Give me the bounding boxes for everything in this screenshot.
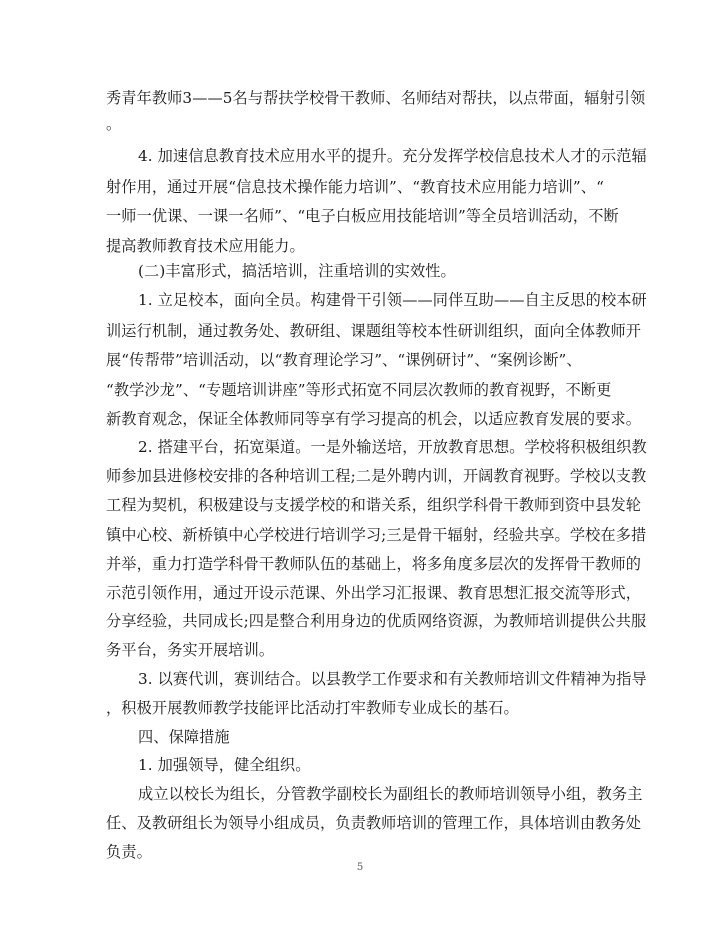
text-line: 1. 立足校本，面向全员。构建骨干引领——同伴互助——自主反思的校本研 xyxy=(138,291,647,309)
text-line: 务平台，务实开展培训。 xyxy=(106,641,275,659)
text-line: 秀青年教师3——5名与帮扶学校骨干教师、名师结对帮扶，以点带面，辐射引领 xyxy=(106,89,646,107)
text-line: 示范引领作用，通过开设示范课、外出学习汇报课、教育思想汇报交流等形式， xyxy=(106,584,642,602)
text-line: 展“传帮带”培训活动，以“教育理论学习”、“课例研讨”、“案例诊断”、 xyxy=(106,351,582,369)
subsection-heading: 1. 加强领导，健全组织。 xyxy=(138,756,311,774)
text-line: 新教育观念，保证全体教师同等享有学习提高的机会，以适应教育发展的要求。 xyxy=(106,410,642,428)
text-line: 。 xyxy=(106,115,122,133)
text-line: 3. 以赛代训，赛训结合。以县教学工作要求和有关教师培训文件精神为指导 xyxy=(138,670,647,688)
text-line: 射作用，通过开展“信息技术操作能力培训”、“教育技术应用能力培训”、“ xyxy=(106,178,604,196)
text-line: 并举，重力打造学科骨干教师队伍的基础上，将多角度多层次的发挥骨干教师的 xyxy=(106,555,642,573)
section-heading: (二)丰富形式，搞活培训，注重培训的实效性。 xyxy=(138,262,456,280)
text-line: 分享经验，共同成长;四是整合利用身边的优质网络资源，为教师培训提供公共服 xyxy=(106,612,647,630)
text-line: 训运行机制，通过教务处、教研组、课题组等校本性研训组织，面向全体教师开 xyxy=(106,322,642,340)
text-line: 提高教师教育技术应用能力。 xyxy=(106,237,305,255)
text-line: 2. 搭建平台，拓宽渠道。一是外输送培，开放教育思想。学校将积极组织教 xyxy=(138,438,647,456)
text-line: 4. 加速信息教育技术应用水平的提升。充分发挥学校信息技术人才的示范辐 xyxy=(138,147,647,165)
page-number: 5 xyxy=(356,862,364,873)
text-line: ，积极开展教师教学技能评比活动打牢教师专业成长的基石。 xyxy=(106,699,519,717)
section-heading: 四、保障措施 xyxy=(138,728,230,746)
text-line: 一师一优课、一课一名师”、“电子白板应用技能培训”等全员培训活动，不断 xyxy=(106,207,619,225)
text-line: 任、及教研组长为领导小组成员，负责教师培训的管理工作，具体培训由教务处 xyxy=(106,814,642,832)
text-line: 负责。 xyxy=(106,843,152,861)
text-line: 工程为契机，积极建设与支援学校的和谐关系，组织学科骨干教师到资中县发轮 xyxy=(106,496,642,514)
text-line: 师参加县进修校安排的各种培训工程;二是外聘内训，开阔教育视野。学校以支教 xyxy=(106,467,647,485)
text-line: 镇中心校、新桥镇中心学校进行培训学习;三是骨干辐射，经验共享。学校在多措 xyxy=(106,526,647,544)
text-line: 成立以校长为组长，分管教学副校长为副组长的教师培训领导小组，教务主 xyxy=(138,785,643,803)
text-line: “教学沙龙”、“专题培训讲座”等形式拓宽不同层次教师的教育视野，不断更 xyxy=(106,381,612,399)
